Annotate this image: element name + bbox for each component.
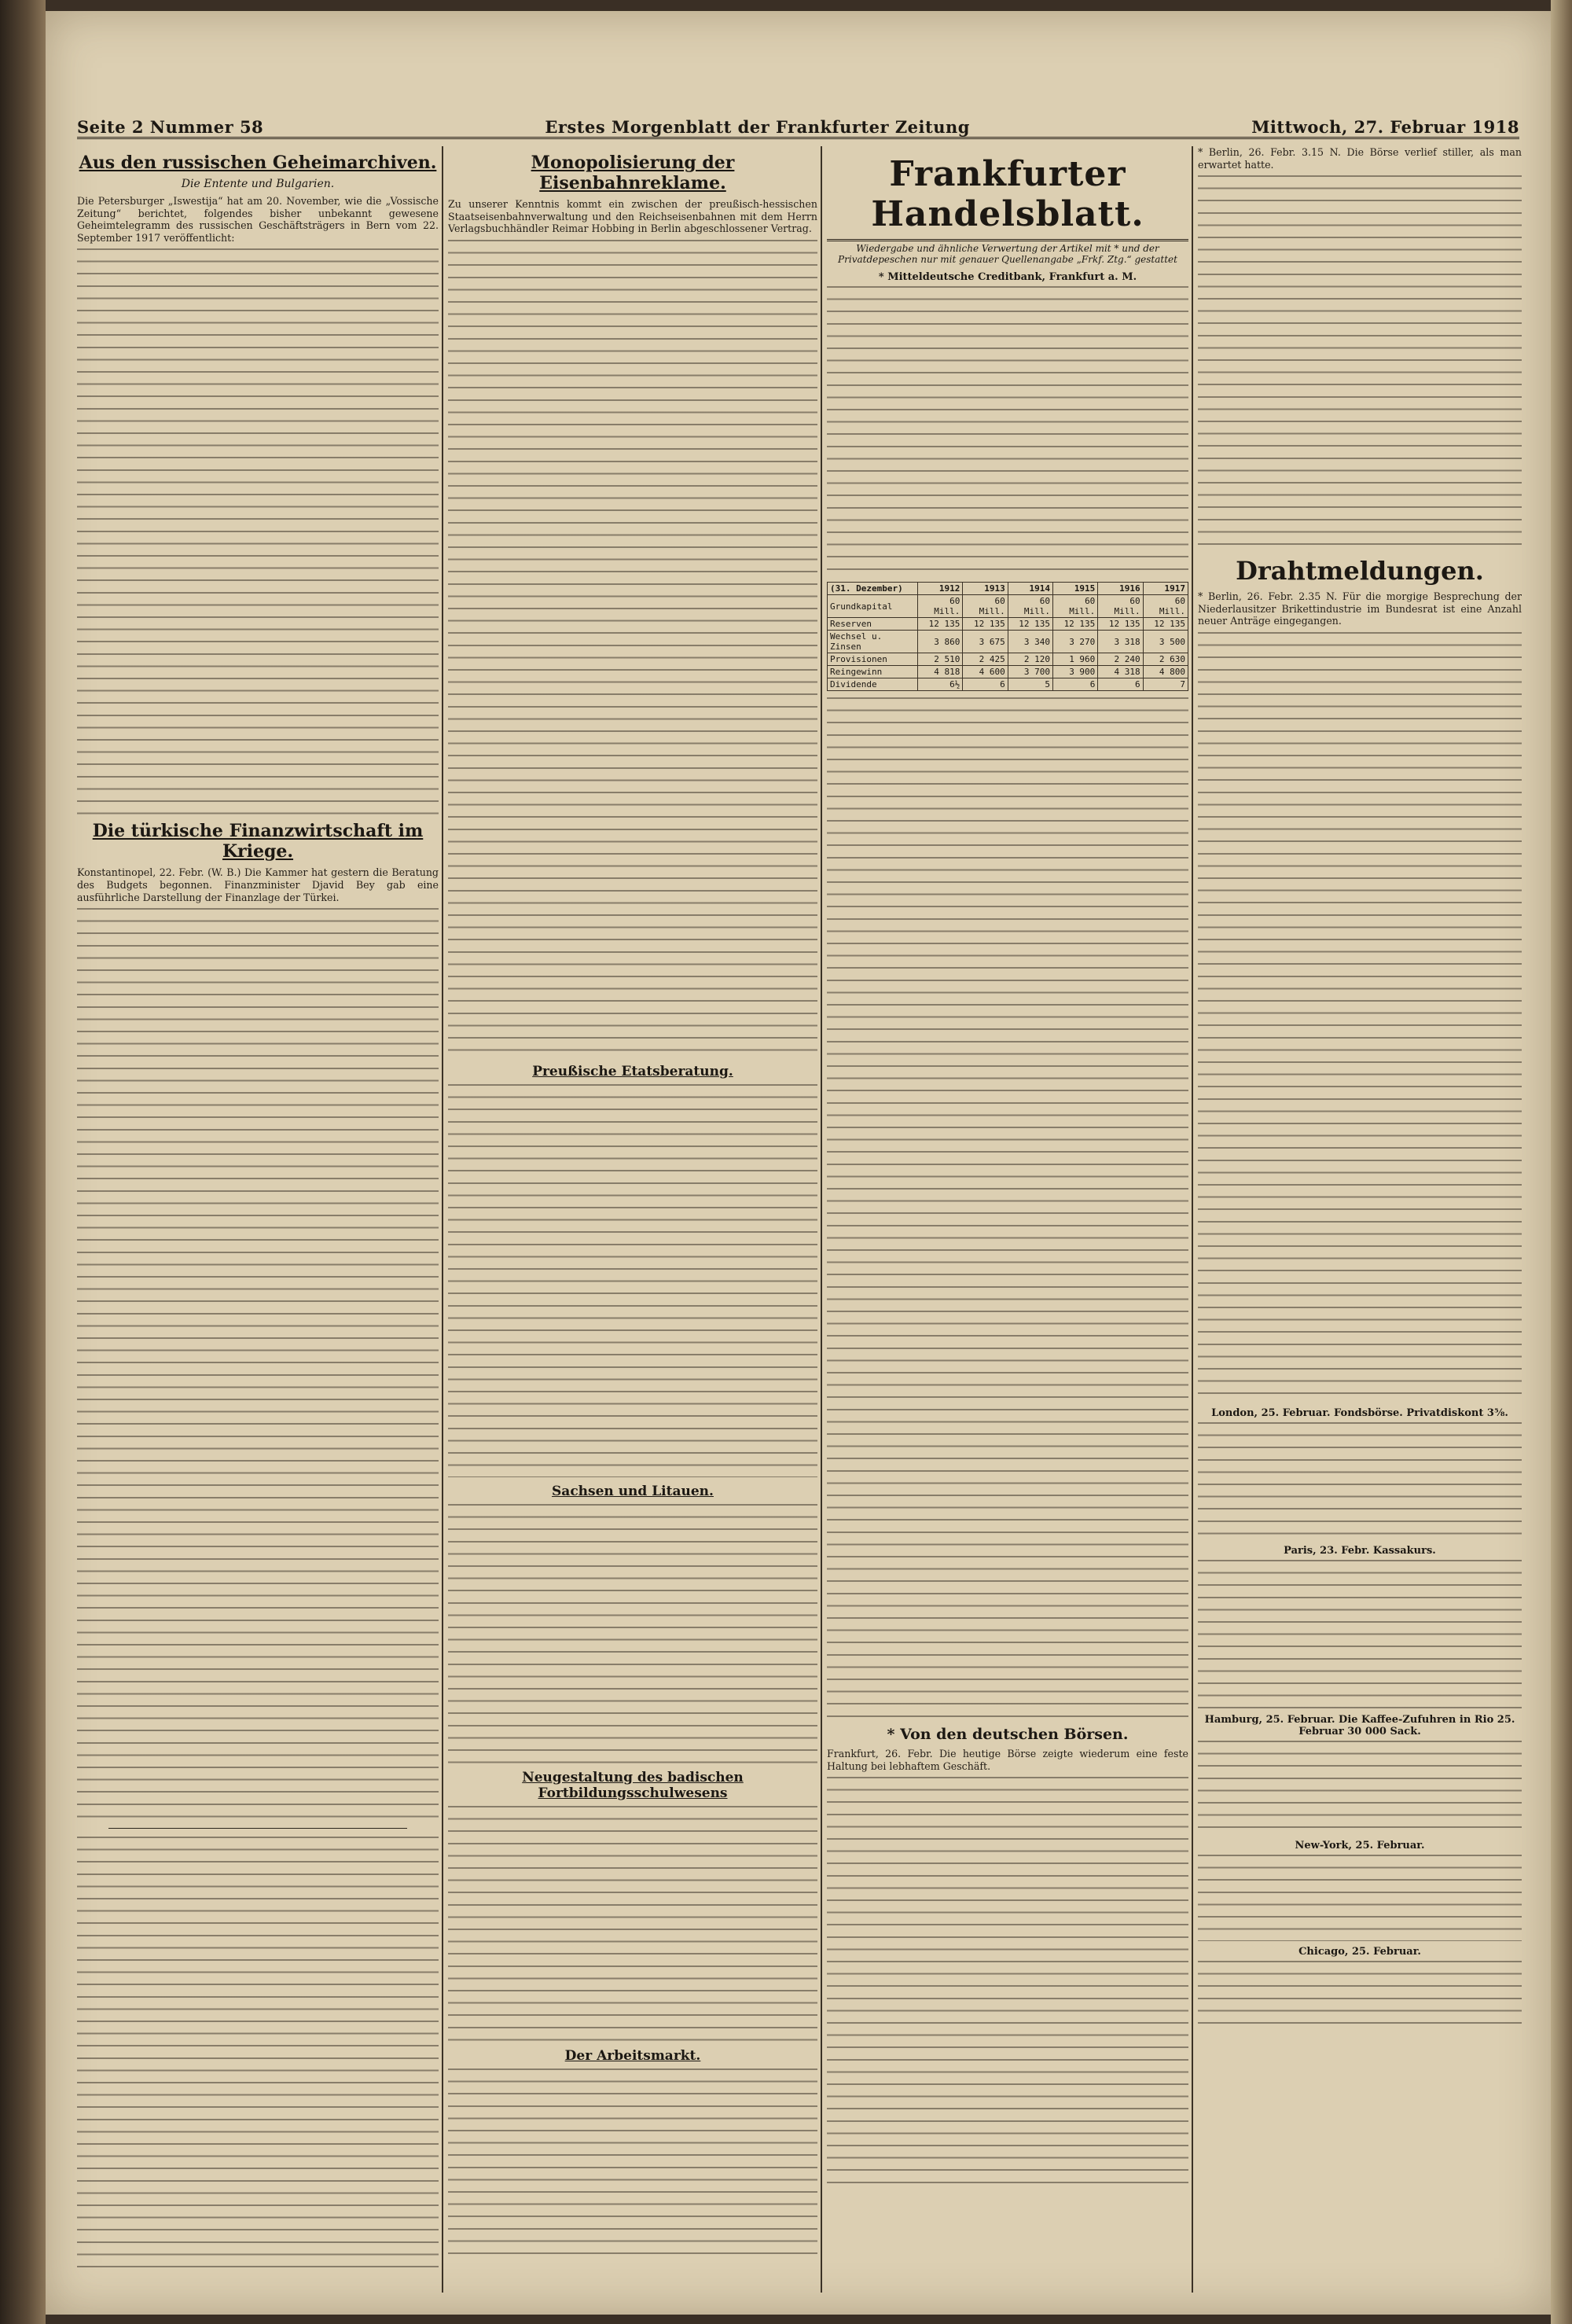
table-cell: 7: [1143, 678, 1188, 691]
table-cell: 3 700: [1008, 666, 1052, 678]
rates-heading: Chicago, 25. Februar.: [1298, 1945, 1421, 1958]
article-body: [448, 1806, 817, 2042]
table-cell: 2 510: [918, 653, 963, 666]
table-cell: 12 135: [918, 618, 963, 631]
table-cell: 5: [1008, 678, 1052, 691]
section-tagline: Wiedergabe und ähnliche Verwertung der Artikel mit * und der Privatdepeschen nur mit genauer Quellenangabe „Frkf. Ztg.“ gestattet: [838, 243, 1177, 265]
article-body: [448, 2068, 817, 2257]
table-cell: 2 630: [1143, 653, 1188, 666]
table-cell: 6: [1098, 678, 1143, 691]
table-row: [828, 595, 1188, 618]
article-heading: Sachsen und Litauen.: [552, 1483, 714, 1499]
page-edge: [1551, 0, 1572, 2324]
article-body: [1198, 175, 1522, 545]
table-header-cell: 1915: [1053, 583, 1098, 595]
table-cell: 12 135: [963, 618, 1008, 631]
column-1: [77, 146, 439, 2293]
table-cell: 2 240: [1098, 653, 1143, 666]
article-paragraph: Frankfurt, 26. Febr. Die heutige Börse zeigte wiederum eine feste Haltung bei lebhaftem Geschäft.: [827, 1748, 1188, 1772]
rates-table: [1198, 1422, 1522, 1540]
article-body: [448, 1504, 817, 1763]
table-cell: Dividende: [828, 678, 918, 691]
table-cell: 2 120: [1008, 653, 1052, 666]
balance-table: [827, 582, 1188, 691]
article-heading: * Von den deutschen Börsen.: [887, 1726, 1129, 1743]
rates-table: [1198, 1560, 1522, 1709]
table-cell: 12 135: [1143, 618, 1188, 631]
table-row: [828, 631, 1188, 653]
article-body: [827, 697, 1188, 1719]
article-subheading: Die Entente und Bulgarien.: [181, 178, 335, 190]
rates-heading: London, 25. Februar. Fondsbörse. Privatdiskont 3⅝.: [1211, 1407, 1508, 1419]
table-header-cell: (31. Dezember): [828, 583, 918, 595]
table-cell: 3 270: [1053, 631, 1098, 653]
table-header-cell: 1917: [1143, 583, 1188, 595]
table-cell: Grundkapital: [828, 595, 918, 618]
article-heading: * Mitteldeutsche Creditbank, Frankfurt a. M.: [878, 271, 1137, 283]
article-body: [77, 248, 439, 815]
article-heading: Aus den russischen Geheimarchiven.: [79, 153, 437, 173]
table-cell: 4 318: [1098, 666, 1143, 678]
table-header-cell: 1912: [918, 583, 963, 595]
article-body: [77, 908, 439, 1820]
rates-table: [1198, 1855, 1522, 1941]
table-cell: 60 Mill.: [1098, 595, 1143, 618]
section-divider: [108, 1828, 407, 1829]
article-paragraph: Die Petersburger „Iswestija“ hat am 20. November, wie die „Vossische Zeitung“ berichtet, folgendes bisher unbekannt gewesene Geheimtelegramm des russischen Geschäftsträgers in Bern vom 22. September 1917 veröffentlicht:: [77, 195, 439, 244]
table-header-cell: 1916: [1098, 583, 1143, 595]
section-title: Drahtmeldungen.: [1236, 556, 1484, 587]
article-paragraph: Konstantinopel, 22. Febr. (W. B.) Die Kammer hat gestern die Beratung des Budgets begonnen. Finanzminister Djavid Bey gab eine ausführliche Darstellung der Finanzlage der Türkei.: [77, 866, 439, 903]
table-cell: 1 960: [1053, 653, 1098, 666]
article-body: [77, 1837, 439, 2277]
table-row: [828, 618, 1188, 631]
table-cell: 12 135: [1008, 618, 1052, 631]
article-body: [827, 286, 1188, 577]
article-heading: Preußische Etatsberatung.: [532, 1063, 733, 1079]
table-cell: 4 818: [918, 666, 963, 678]
table-cell: 60 Mill.: [1008, 595, 1052, 618]
table-cell: 2 425: [963, 653, 1008, 666]
masthead-date: Mittwoch, 27. Februar 1918: [1251, 117, 1519, 137]
rates-heading: New-York, 25. Februar.: [1295, 1839, 1425, 1851]
masthead: [77, 105, 1519, 139]
table-cell: 60 Mill.: [918, 595, 963, 618]
masthead-page-number: Seite 2 Nummer 58: [77, 117, 264, 137]
rates-heading: Hamburg, 25. Februar. Die Kaffee-Zufuhren in Rio 25. Februar 30 000 Sack.: [1204, 1713, 1515, 1737]
table-header-cell: 1914: [1008, 583, 1052, 595]
column-rule: [821, 146, 822, 2293]
rates-table: [1198, 1961, 1522, 2032]
table-cell: 3 318: [1098, 631, 1143, 653]
column-rule: [1192, 146, 1193, 2293]
article-body: [1198, 1741, 1522, 1835]
table-cell: 3 860: [918, 631, 963, 653]
table-cell: 6½: [918, 678, 963, 691]
article-paragraph: Zu unserer Kenntnis kommt ein zwischen der preußisch-hessischen Staatseisenbahnverwaltung und den Reichseisenbahnen mit dem Herrn Verlagsbuchhändler Reimar Hobbing in Berlin abgeschlossener Vertrag.: [448, 198, 817, 235]
table-cell: Reingewinn: [828, 666, 918, 678]
column-4: [1198, 146, 1522, 2293]
table-cell: 3 900: [1053, 666, 1098, 678]
table-row: [828, 653, 1188, 666]
article-paragraph: * Berlin, 26. Febr. 3.15 N. Die Börse verlief stiller, als man erwartet hatte.: [1198, 146, 1522, 171]
book-spine: [0, 0, 46, 2324]
article-heading: Monopolisierung der Eisenbahnreklame.: [531, 153, 735, 193]
table-cell: Wechsel u. Zinsen: [828, 631, 918, 653]
table-cell: 4 600: [963, 666, 1008, 678]
table-cell: 4 800: [1143, 666, 1188, 678]
table-header-cell: 1913: [963, 583, 1008, 595]
article-body: [448, 1084, 817, 1477]
rates-heading: Paris, 23. Febr. Kassakurs.: [1284, 1544, 1436, 1557]
column-rule: [442, 146, 443, 2293]
column-2: [448, 146, 817, 2293]
article-paragraph: * Berlin, 26. Febr. 2.35 N. Für die morgige Besprechung der Niederlausitzer Brikettindustrie im Bundesrat ist eine Anzahl neuer Anträge eingegangen.: [1198, 590, 1522, 627]
table-cell: 12 135: [1098, 618, 1143, 631]
table-cell: Reserven: [828, 618, 918, 631]
table-cell: 60 Mill.: [963, 595, 1008, 618]
table-cell: 60 Mill.: [1143, 595, 1188, 618]
article-body: [1198, 632, 1522, 1403]
table-cell: 3 340: [1008, 631, 1052, 653]
table-cell: 60 Mill.: [1053, 595, 1098, 618]
section-title: Frankfurter Handelsblatt.: [827, 154, 1188, 241]
article-heading: Der Arbeitsmarkt.: [564, 2047, 701, 2064]
column-3: [827, 146, 1188, 2293]
table-cell: 6: [963, 678, 1008, 691]
table-row: [828, 678, 1188, 691]
table-cell: 12 135: [1053, 618, 1098, 631]
table-cell: Provisionen: [828, 653, 918, 666]
article-body: [827, 1777, 1188, 2186]
article-heading: Die türkische Finanzwirtschaft im Kriege.: [92, 821, 424, 862]
masthead-title: Erstes Morgenblatt der Frankfurter Zeitung: [545, 117, 970, 137]
table-cell: 3 675: [963, 631, 1008, 653]
newspaper-page: [46, 11, 1551, 2315]
table-cell: 6: [1053, 678, 1098, 691]
article-body: [448, 240, 817, 1057]
article-heading: Neugestaltung des badischen Fortbildungsschulwesens: [522, 1769, 744, 1801]
table-row: [828, 666, 1188, 678]
table-cell: 3 500: [1143, 631, 1188, 653]
